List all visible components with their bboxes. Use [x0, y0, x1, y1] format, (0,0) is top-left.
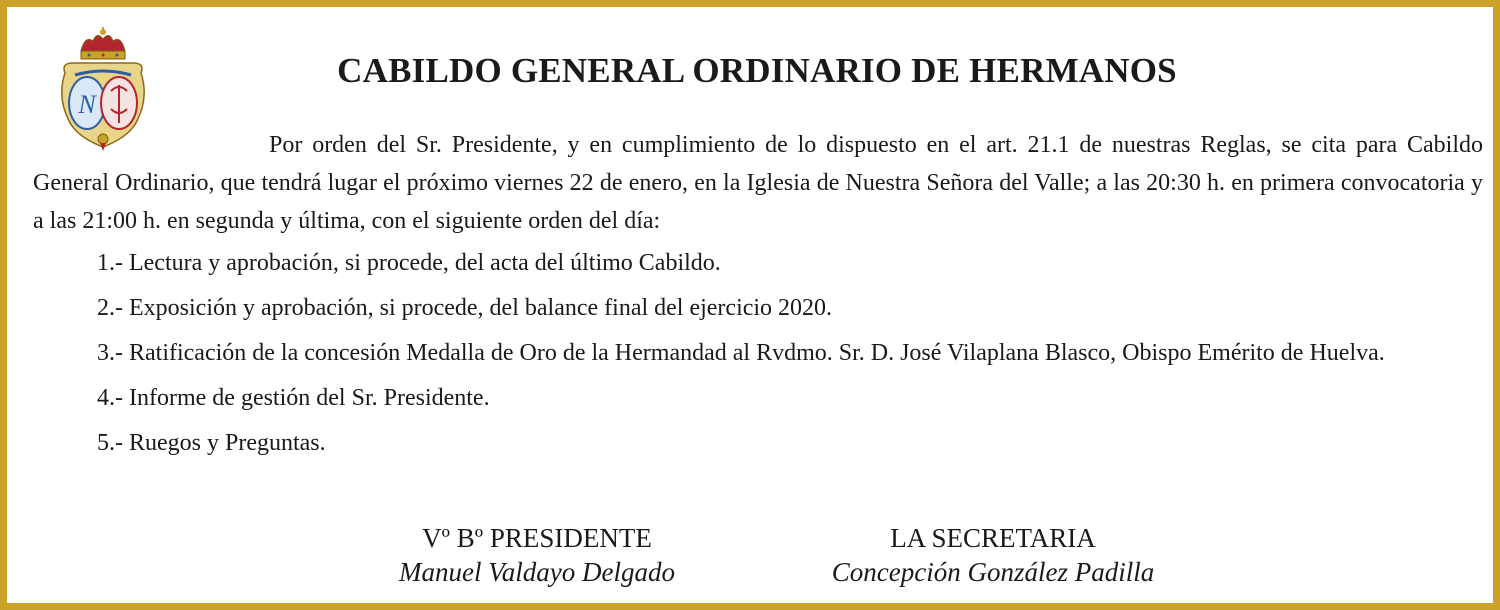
page-title: CABILDO GENERAL ORDINARIO DE HERMANOS [337, 51, 1177, 90]
agenda-list [97, 246, 1483, 471]
agenda-item: 1.- Lectura y aprobación, si procede, del acta del último Cabildo. [97, 250, 721, 276]
signature-role: Vº Bº PRESIDENTE [422, 523, 652, 553]
convocation-paragraph: Por orden del Sr. Presidente, y en cumplimiento de lo dispuesto en el art. 21.1 de nuestras Reglas, se cita para Cabildo General Ordinario, que tendrá lugar el próximo viernes 22 de enero, en la Iglesia de Nuestra Señora del Valle; a las 20:30 h. en primera convocatoria y a las 21:00 h. en segunda y última, con el siguiente orden del día: [33, 132, 1483, 234]
signature-name: Manuel Valdayo Delgado [399, 557, 675, 587]
signature-role: LA SECRETARIA [890, 523, 1096, 553]
signature-president [307, 522, 767, 588]
agenda-item: 4.- Informe de gestión del Sr. Presidente. [97, 385, 490, 411]
agenda-item: 3.- Ratificación de la concesión Medalla de Oro de la Hermandad al Rvdmo. Sr. D. José Vilaplana Blasco, Obispo Emérito de Huelva. [97, 340, 1385, 366]
agenda-item: 5.- Ruegos y Preguntas. [97, 430, 326, 456]
signature-secretary [763, 522, 1223, 588]
svg-text:N: N [78, 90, 96, 119]
signature-name: Concepción González Padilla [831, 557, 1155, 587]
agenda-item: 2.- Exposición y aprobación, si procede, del balance final del ejercicio 2020. [97, 295, 833, 321]
